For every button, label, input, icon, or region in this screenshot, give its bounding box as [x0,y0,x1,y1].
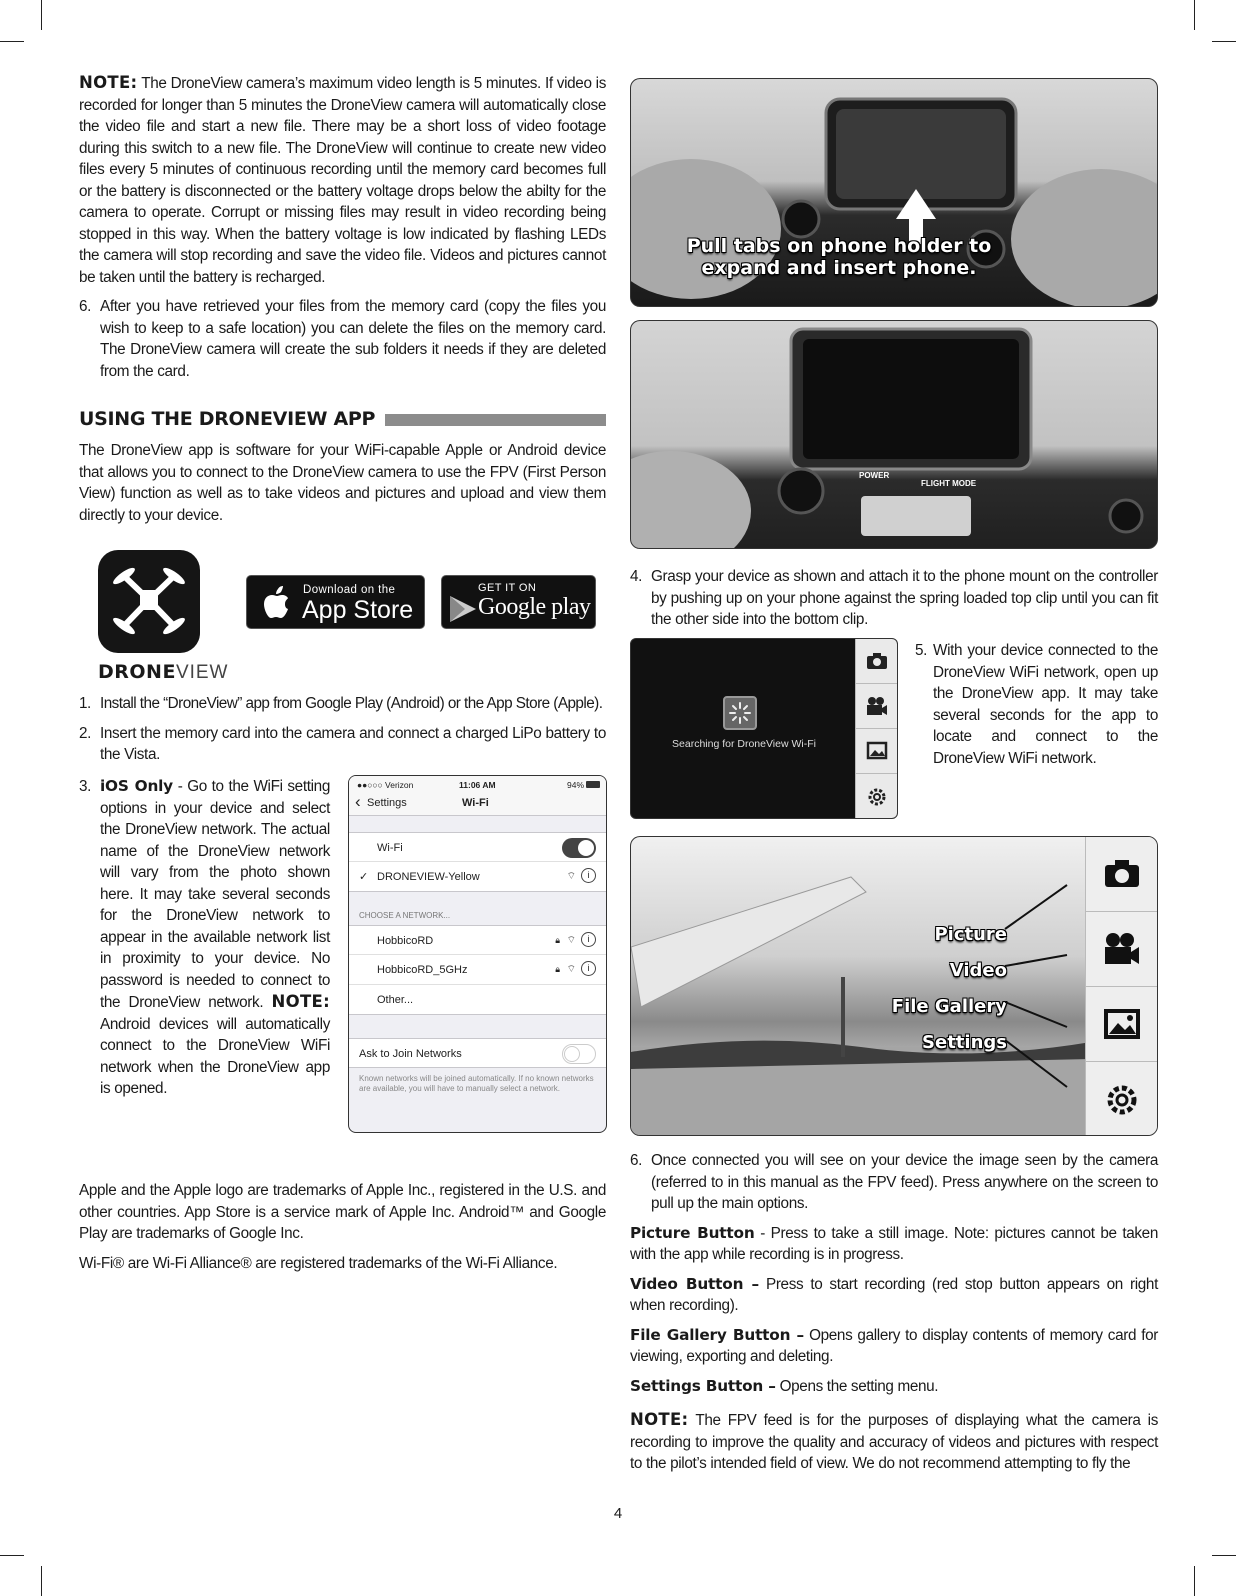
ask-label: Ask to Join Networks [359,1048,462,1060]
choose-network-header: CHOOSE A NETWORK... [359,911,451,920]
list-item-6-left [79,296,606,382]
video-button[interactable] [1086,912,1157,987]
flight-mode-label: FLIGHT MODE [921,479,977,488]
fpv-screenshot [630,836,1158,1136]
fpv-note [630,1409,1158,1475]
install-steps [79,693,609,766]
desc-text: Press to start recording (red stop button appears on right when recording). [630,1275,1158,1314]
note-lead: NOTE: [79,73,138,92]
gallery-icon[interactable] [856,729,897,774]
desc-text: Opens the setting menu. [775,1377,939,1395]
item-text: Once connected you will see on your device the image seen by the camera (referred to in this manual as the FPV feed). Press anywhere on the screen to pull up the main options. [651,1152,1158,1212]
crop-mark [1194,1566,1195,1596]
lock-icon: 🔒︎ [555,964,560,974]
item-text: Install the “DroneView” app from Google Play (Android) or the App Store (Apple). [100,695,603,712]
settings-gear-icon[interactable] [856,774,897,819]
battery-icon [586,781,600,788]
section-rule [385,414,606,426]
info-icon[interactable]: i [581,868,596,883]
item-text: Grasp your device as shown and attach it to the phone mount on the controller by pushing up on your phone against the spring loaded top clip until you can fit the other side into the bottom clip. [651,568,1158,628]
ios-status-bar [349,776,606,816]
intro-paragraph: The DroneView app is software for your WiFi-capable Apple or Android device that allows you to connect to the DroneView camera to use the FPV (First Person View) function as well as to take videos and pictures and upload and view them directly to your device. [79,442,606,524]
wordmark-light: VIEW [175,662,229,683]
carrier-text: ●●○○○ Verizon [357,780,414,790]
wifi-toggle[interactable] [562,838,596,858]
other-network-row[interactable] [349,985,606,1015]
network-name: HobbicoRD_5GHz [377,964,468,976]
settings-button[interactable] [1086,1062,1157,1136]
wifi-toggle-row [349,832,606,862]
searching-screenshot [630,638,898,819]
network-row[interactable] [349,925,606,955]
section-title: USING THE DRONEVIEW APP [79,408,376,430]
time-text: 11:06 AM [459,780,496,790]
ios-wifi-screenshot [348,775,607,1133]
loading-spinner-icon [723,696,757,730]
searching-toolbar [855,639,897,818]
searching-text: Searching for DroneView Wi-Fi [672,738,816,750]
droneview-app-logo [98,550,229,684]
item-text: With your device connected to the DroneView WiFi network, open up the DroneView app. It may take several seconds for the app to locate and connect to the DroneView WiFi network. [933,642,1158,767]
power-label: POWER [859,471,890,480]
item-number: 3. [79,778,92,795]
battery-text: 94% [566,780,584,790]
desc-lead: Settings Button – [630,1376,776,1395]
note-body: The DroneView camera’s maximum video length is 5 minutes. If video is recorded for longer than 5 minutes the DroneView camera will automatically close the video file and start a new file. There may be a short loss of video footage during this switch to a new file. The DroneView will continue to create new video files every 5 minutes of continuous recording until the memory card becomes full or the battery is disconnected or the battery voltage drops below the abilty for the camera to operate. Corrupt or missing files may result in video recording being stopped in this way. When the battery voltage is low indicated by flashing LEDs the camera will stop recording and save the video file. Videos and pictures cannot be taken until the battery is recharged. [79,75,606,286]
settings-label: Settings [922,1032,1007,1053]
trademark-wifi: Wi-Fi® are Wi-Fi Alliance® are registered trademarks of the Wi-Fi Alliance. [79,1254,558,1272]
video-label: Video [949,960,1007,981]
item-number: 1. [79,695,91,712]
appstore-big-text: App Store [302,596,414,624]
video-button-desc [630,1274,1158,1317]
wifi-label: Wi-Fi [377,842,403,854]
connected-network-row[interactable] [349,862,606,892]
gallery-icon [1103,1008,1141,1040]
picture-label: Picture [934,924,1007,945]
item-text: - Go to the WiFi setting options in your device and select the DroneView network. The actual name of the DroneView network will vary from the photo shown here. It may take several seconds for the DroneView network to appear in the available network list in proximity to your device. No password is needed to connect to the DroneView network. [100,778,330,1011]
note-paragraph [79,72,606,288]
list-item-4 [630,566,1158,631]
app-store-badge[interactable] [246,575,425,629]
wifi-signal-icon: ⌔ [566,964,576,975]
desc-lead: File Gallery Button – [630,1325,805,1344]
google-play-badge[interactable] [441,575,596,629]
video-camera-icon [1103,932,1141,966]
crop-mark [1194,0,1195,30]
item-text: Insert the memory card into the camera and connect a charged LiPo battery to the Vista. [100,724,606,763]
info-icon[interactable]: i [581,932,596,947]
ios-only-lead: iOS Only [100,777,173,795]
googleplay-big-text: Google play [478,594,591,620]
lock-icon: 🔒︎ [555,935,560,945]
item-number: 6. [79,298,92,315]
note-lead: NOTE: [271,992,330,1011]
photo1-caption [631,235,1157,279]
crop-mark [1212,41,1236,42]
checkmark-icon: ✓ [359,871,369,883]
item-number: 5. [915,642,928,659]
trademarks [79,1180,606,1274]
wifi-signal-icon: ⌔ [566,871,576,882]
note-lead: NOTE: [630,1410,689,1429]
settings-button-desc [630,1376,1158,1398]
picture-button-desc [630,1223,1158,1266]
crop-mark [1212,1555,1236,1556]
network-name: HobbicoRD [377,935,434,947]
desc-text: Opens gallery to display contents of memory card for viewing, exporting and deleting. [630,1326,1158,1365]
back-button[interactable]: Settings [367,797,407,809]
right-column-text [630,1150,1158,1475]
mounted-phone-illustration [631,321,1158,549]
item-text: After you have retrieved your files from the memory card (copy the files you wish to keep to a safe location) you can delete the files on the memory card. The DroneView camera will create the sub folders it needs if they are deleted from the card. [100,298,606,380]
appstore-small-text: Download on the [303,584,396,596]
list-item-1 [79,693,609,715]
photo-phone-holder [630,78,1158,307]
crop-mark [0,1555,24,1556]
caption-line: expand and insert phone. [701,257,977,279]
page-number: 4 [613,1505,623,1522]
left-column [79,72,606,526]
photo-phone-mounted [630,320,1158,549]
info-icon[interactable]: i [581,961,596,976]
note-text: Android devices will automatically connect to the DroneView WiFi network when the DroneView app is opened. [100,1015,330,1097]
apple-logo-icon [261,583,295,623]
ask-toggle[interactable] [562,1044,596,1064]
file-gallery-label: File Gallery [891,996,1007,1017]
file-gallery-button[interactable] [1086,987,1157,1062]
gallery-button-desc [630,1325,1158,1368]
crop-mark [41,1566,42,1596]
chevron-left-icon[interactable]: ‹ [355,792,361,811]
list-item-6-right [630,1150,1158,1215]
item-number: 6. [630,1152,643,1169]
crop-mark [41,0,42,30]
drone-icon [98,550,200,653]
callout-lines [969,837,1089,1136]
app-wordmark [98,661,229,684]
list-item-5 [915,640,1158,769]
googleplay-small-text: GET IT ON [478,582,537,594]
wifi-signal-icon: ⌔ [566,935,576,946]
wordmark-bold: DRONE [98,661,176,683]
settings-gear-icon [1104,1082,1140,1118]
ask-description: Known networks will be joined automatically. If no known networks are available, you will have to manually select a network. [359,1074,594,1093]
note-text: The FPV feed is for the purposes of displaying what the camera is recording to improve the quality and accuracy of videos and pictures with respect to the pilot’s intended field of view. We do not recommend attempting to fly the [630,1412,1158,1472]
screen-title: Wi-Fi [462,797,489,809]
app-icon [98,550,200,653]
ask-join-row [349,1038,606,1068]
desc-text: - Press to take a still image. Note: pictures cannot be taken with the app while recording is in progress. [630,1224,1159,1263]
list-item-3 [79,776,330,1100]
network-row[interactable] [349,955,606,985]
picture-button[interactable] [1086,837,1157,912]
network-name: DRONEVIEW-Yellow [377,871,480,883]
list-item-2 [79,723,606,766]
other-label: Other... [377,994,414,1006]
desc-lead: Picture Button [630,1223,755,1242]
item-number: 4. [630,568,643,585]
trademark-apple: Apple and the Apple logo are trademarks of Apple Inc., registered in the U.S. and other countries. App Store is a service mark of Apple Inc. Android™ and Google Play are trademarks of Google Inc. [79,1182,606,1242]
crop-mark [0,41,24,42]
video-camera-icon[interactable] [856,684,897,729]
camera-icon [1103,859,1141,889]
item-number: 2. [79,724,92,742]
camera-icon[interactable] [856,639,897,684]
google-play-icon [448,594,478,624]
fpv-toolbar [1085,837,1157,1135]
desc-lead: Video Button – [630,1274,759,1293]
caption-line: Pull tabs on phone holder to [686,235,992,257]
section-heading [79,408,606,430]
